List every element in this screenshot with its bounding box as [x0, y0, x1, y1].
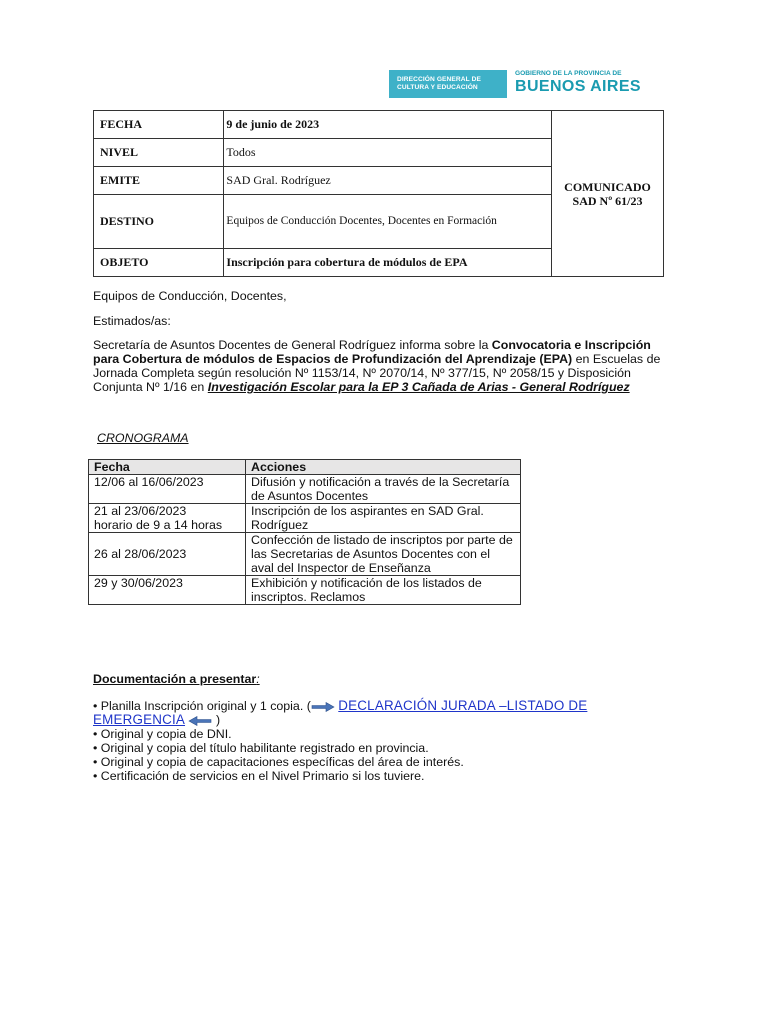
arrow-right-icon — [311, 702, 335, 712]
table-row — [89, 475, 521, 504]
header-label: DESTINO — [94, 195, 224, 249]
header-label: EMITE — [94, 167, 224, 195]
comunicado-line1: COMUNICADO — [564, 179, 651, 194]
body-text-1: Secretaría de Asuntos Docentes de General Rodríguez informa sobre la — [93, 338, 492, 352]
cronograma-title: CRONOGRAMA — [97, 431, 189, 445]
cronograma-header-row — [89, 460, 521, 475]
logo-right — [515, 70, 665, 98]
list-item: • Original y copia de DNI. — [93, 727, 232, 741]
documentacion-colon: : — [256, 672, 260, 686]
table-row — [89, 504, 521, 533]
item1-text: • Planilla Inscripción original y 1 copia. ( — [93, 699, 311, 713]
declaracion-jurada-link[interactable]: DECLARACIÓN JURADA –LISTADO DE EMERGENCIA — [93, 698, 588, 727]
body-investigacion: Investigación Escolar para la EP 3 Cañada de Arias - General Rodríguez — [207, 380, 630, 394]
cronograma-accion: Inscripción de los aspirantes en SAD Gral. Rodríguez — [246, 504, 521, 533]
header-row-fecha — [94, 111, 664, 139]
logo-left-line1: DIRECCIÓN GENERAL DE — [397, 76, 481, 83]
arrow-left-icon — [188, 716, 212, 726]
cronograma-header-fecha: Fecha — [89, 460, 246, 475]
header-label: NIVEL — [94, 139, 224, 167]
header-label: OBJETO — [94, 249, 224, 277]
table-row — [89, 576, 521, 605]
comunicado-cell — [552, 111, 664, 277]
header-value: 9 de junio de 2023 — [224, 111, 552, 139]
cronograma-accion: Difusión y notificación a través de la Secretaría de Asuntos Docentes — [246, 475, 521, 504]
greeting: Equipos de Conducción, Docentes, — [93, 289, 287, 303]
cronograma-accion: Exhibición y notificación de los listados de inscriptos. Reclamos — [246, 576, 521, 605]
list-item: • Certificación de servicios en el Nivel Primario si los tuviere. — [93, 769, 425, 783]
logo — [389, 70, 659, 98]
logo-box — [389, 70, 507, 98]
header-label: FECHA — [94, 111, 224, 139]
cronograma-table — [88, 459, 521, 605]
cronograma-accion: Confección de listado de inscriptos por parte de las Secretarias de Asuntos Docentes con el aval del Inspector de Enseñanza — [246, 533, 521, 576]
item1-close: ) — [215, 713, 221, 727]
logo-right-line2: BUENOS AIRES — [515, 78, 642, 95]
logo-left-line2: CULTURA Y EDUCACIÓN — [397, 84, 478, 91]
cronograma-header-acciones: Acciones — [246, 460, 521, 475]
header-value: Equipos de Conducción Docentes, Docentes en Formación — [224, 195, 552, 249]
cronograma-fecha: 12/06 al 16/06/2023 — [89, 475, 246, 504]
cronograma-fecha: 21 al 23/06/2023 horario de 9 a 14 horas — [89, 504, 246, 533]
list-item: • Original y copia de capacitaciones específicas del área de interés. — [93, 755, 464, 769]
list-item — [93, 699, 673, 727]
documentacion-title-text: Documentación a presentar — [93, 672, 257, 686]
salutation: Estimados/as: — [93, 314, 171, 328]
body-convocatoria: Convocatoria e Inscripción para Cobertura de módulos de Espacios de Profundización del Aprendizaje (EPA) — [93, 338, 651, 366]
logo-right-line1: GOBIERNO DE LA PROVINCIA DE — [515, 70, 622, 77]
cronograma-fecha: 29 y 30/06/2023 — [89, 576, 246, 605]
list-item: • Original y copia del título habilitante registrado en provincia. — [93, 741, 429, 755]
documentacion-title — [93, 672, 260, 686]
body-paragraph — [93, 338, 668, 394]
documentacion-list — [93, 699, 673, 783]
header-value: Todos — [224, 139, 552, 167]
header-value: SAD Gral. Rodríguez — [224, 167, 552, 195]
header-value: Inscripción para cobertura de módulos de EPA — [224, 249, 552, 277]
comunicado-line2: SAD Nº 61/23 — [572, 193, 643, 208]
table-row — [89, 533, 521, 576]
header-table — [93, 110, 664, 277]
cronograma-fecha: 26 al 28/06/2023 — [89, 533, 246, 576]
body-text-2: en Escuelas de Jornada Completa según resolución Nº 1153/14, Nº 2070/14, Nº 377/15, Nº 2058/15 y Disposición Conjunta Nº 1/16 en — [93, 352, 661, 394]
